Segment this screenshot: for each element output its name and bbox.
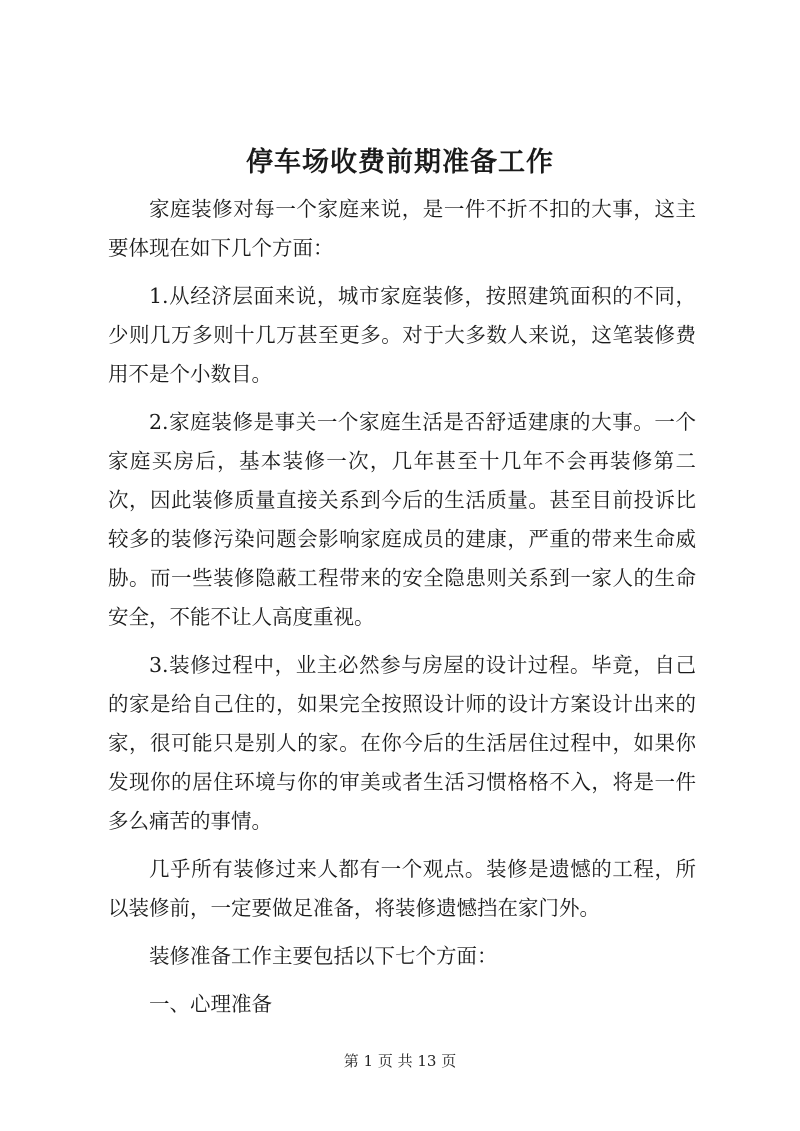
paragraph-point-1: 1.从经济层面来说，城市家庭装修，按照建筑面积的不同，少则几万多则十几万甚至更多。对于大多数人来说，这笔装修费用不是个小数目。 xyxy=(108,284,696,386)
paragraph-conclusion: 几乎所有装修过来人都有一个观点。装修是遗憾的工程，所以装修前，一定要做足准备，将装修遗憾挡在家门外。 xyxy=(108,857,696,920)
page-number-footer: 第 1 页 共 13 页 xyxy=(343,1052,457,1070)
paragraph-list-intro: 装修准备工作主要包括以下七个方面： xyxy=(149,944,498,968)
paragraph-point-3: 3.装修过程中，业主必然参与房屋的设计过程。毕竟，自己的家是给自己住的，如果完全按照设计师的设计方案设计出来的家，很可能只是别人的家。在你今后的生活居住过程中，如果你发现你的居住环境与你的审美或者生活习惯格格不入，将是一件多么痛苦的事情。 xyxy=(108,653,696,833)
section-heading-psychological: 一、心理准备 xyxy=(149,992,272,1016)
paragraph-intro: 家庭装修对每一个家庭来说，是一件不折不扣的大事，这主要体现在如下几个方面： xyxy=(108,197,696,260)
document-body xyxy=(108,190,696,1024)
paragraph-point-2: 2.家庭装修是事关一个家庭生活是否舒适建康的大事。一个家庭买房后，基本装修一次，几年甚至十几年不会再装修第二次，因此装修质量直接关系到今后的生活质量。甚至目前投诉比较多的装修污染问题会影响家庭成员的建康，严重的带来生命威胁。而一些装修隐蔽工程带来的安全隐患则关系到一家人的生命安全，不能不让人高度重视。 xyxy=(108,410,696,629)
document-title: 停车场收费前期准备工作 xyxy=(246,147,554,178)
